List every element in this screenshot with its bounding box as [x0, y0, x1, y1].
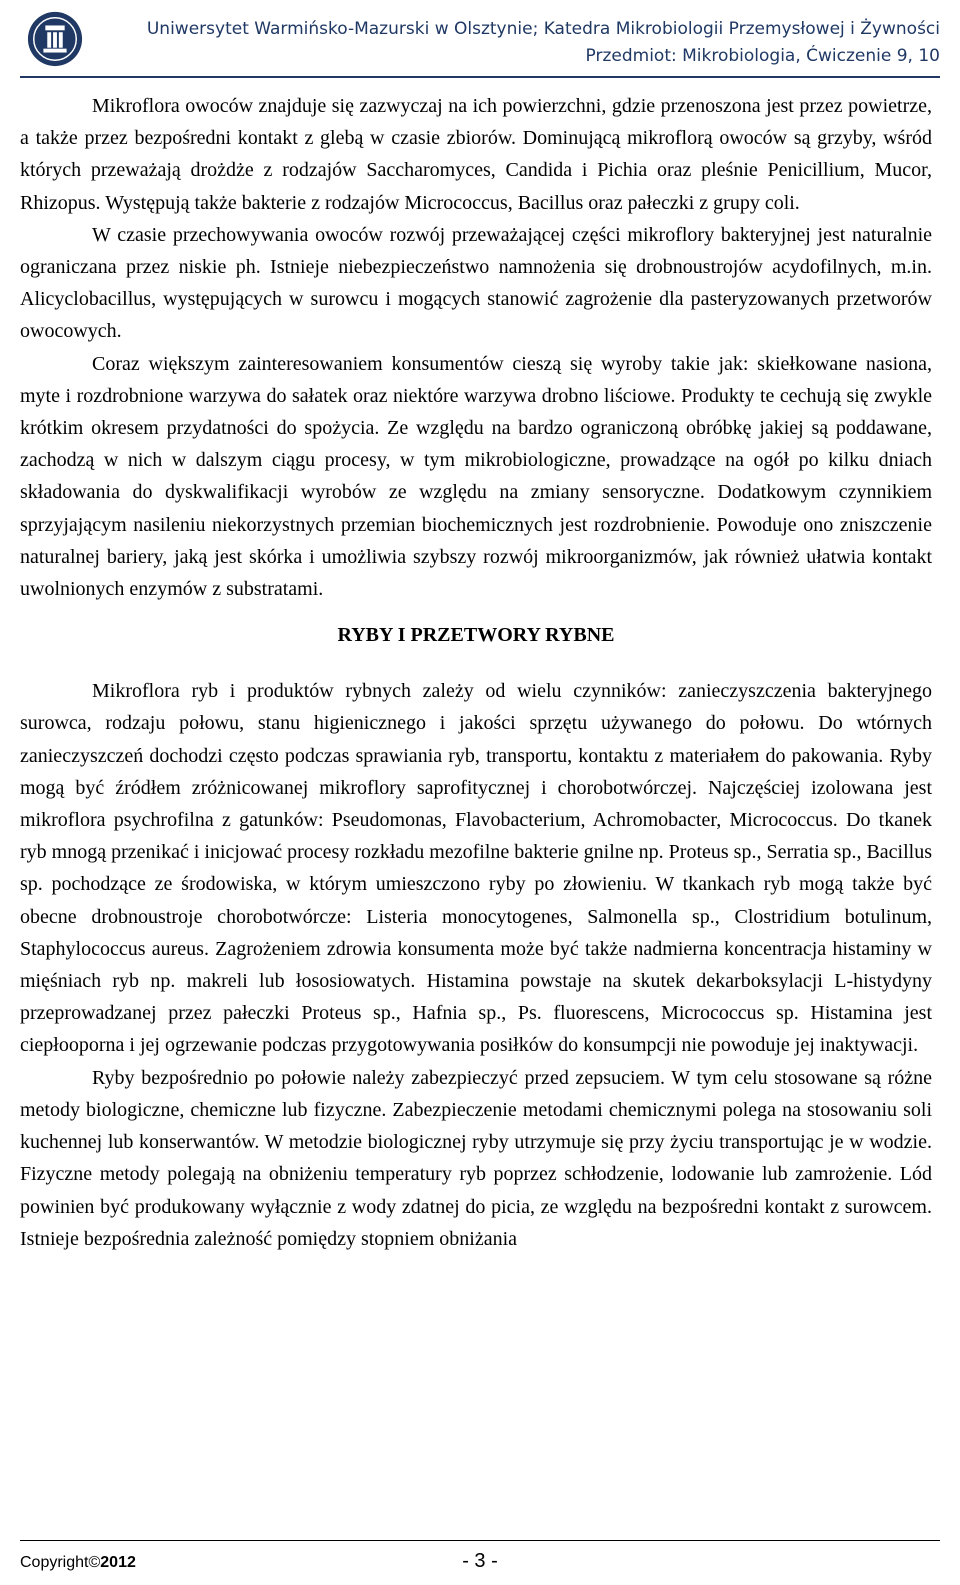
header-institution: Uniwersytet Warmińsko-Mazurski w Olsztynie; Katedra Mikrobiologii Przemysłowej i Żywności	[146, 19, 940, 39]
university-crest-icon	[26, 10, 84, 68]
page-footer	[20, 1540, 940, 1580]
document-body	[20, 90, 932, 1255]
header-divider	[20, 76, 940, 78]
section-title: RYBY I PRZETWORY RYBNE	[337, 624, 615, 647]
paragraph: Coraz większym zainteresowaniem konsumentów cieszą się wyroby takie jak: skiełkowane nasiona, myte i rozdrobnione warzywa do sałatek oraz niektóre warzywa drobno liściowe. Produkty te cechują się zwykle krótkim okresem przydatności do spożycia. Ze względu na bardzo ograniczoną obróbkę jakiej są poddawane, zachodzą w nich w dalszym ciągu procesy, w tym mikrobiologiczne, prowadzące na ogół po kilku dniach składowania do dyskwalifikacji wyrobów ze względu na zmiany sensoryczne. Dodatkowym czynnikiem sprzyjającym nasileniu niekorzystnych przemian biochemicznych jest rozdrobnienie. Powoduje ono zniszczenie naturalnej bariery, jaką jest skórka i umożliwia szybszy rozwój mikroorganizmów, jak również ułatwia kontakt uwolnionych enzymów z substratami.	[20, 352, 932, 601]
paragraph: W czasie przechowywania owoców rozwój przeważającej części mikroflory bakteryjnej jest naturalnie ograniczana przez niskie ph. Istnieje niebezpieczeństwo namnożenia się drobnoustrojów acydofilnych, m.in. Alicyclobacillus, występujących w surowcu i mogących stanowić zagrożenie dla pasteryzowanych przetworów owocowych.	[20, 223, 932, 343]
header-subject: Przedmiot: Mikrobiologia, Ćwiczenie 9, 10	[585, 46, 940, 66]
copyright-year: 2012	[100, 1554, 136, 1571]
paragraph: Mikroflora owoców znajduje się zazwyczaj na ich powierzchni, gdzie przenoszona jest przez powietrze, a także przez bezpośredni kontakt z glebą w czasie zbiorów. Dominującą mikroflorą owoców są grzyby, wśród których przeważają drożdże z rodzajów Saccharomyces, Candida i Pichia oraz pleśnie Penicillium, Mucor, Rhizopus. Występują także bakterie z rodzajów Micrococcus, Bacillus oraz pałeczki z grupy coli.	[20, 95, 932, 214]
paragraph: Mikroflora ryb i produktów rybnych zależy od wielu czynników: zanieczyszczenia bakteryjnego surowca, rodzaju połowu, stanu higienicznego i jakości sprzętu używanego do połowu. Do wtórnych zanieczyszczeń dochodzi często podczas sprawiania ryb, transportu, kontaktu z materiałem do pakowania. Ryby mogą być źródłem zróżnicowanej mikroflory saprofitycznej i chorobotwórczej. Najczęściej izolowana jest mikroflora psychrofilna z gatunków: Pseudomonas, Flavobacterium, Achromobacter, Micrococcus. Do tkanek ryb mnogą przenikać i inicjować procesy rozkładu mezofilne bakterie gnilne np. Proteus sp., Serratia sp., Bacillus sp. pochodzące ze środowiska, w którym umieszczono ryby po złowieniu. W tkankach ryb mogą także być obecne drobnoustroje chorobotwórcze: Listeria monocytogenes, Salmonella sp., Clostridium botulinum, Staphylococcus aureus. Zagrożeniem zdrowia konsumenta może być także nadmierna koncentracja histaminy w mięśniach ryb np. makreli lub łososiowatych. Histamina powstaje na skutek dekarboksylacji L-histydyny przeprowadzanej przez pałeczki Proteus sp., Hafnia sp., Ps. fluorescens, Micrococcus sp. Histamina jest ciepłooporna i jej ogrzewanie podczas przygotowywania posiłków do konsumpcji nie powoduje jej inaktywacji.	[20, 680, 932, 1057]
copyright-label: Copyright©	[20, 1554, 101, 1571]
page-header	[10, 4, 950, 78]
paragraph: Ryby bezpośrednio po połowie należy zabezpieczyć przed zepsuciem. W tym celu stosowane są różne metody biologiczne, chemiczne lub fizyczne. Zabezpieczenie metodami chemicznymi polega na stosowaniu soli kuchennej lub konserwantów. W metodzie biologicznej ryby utrzymuje się przy życiu transportując je w wodzie. Fizyczne metody polegają na obniżeniu temperatury ryb poprzez schłodzenie, lodowanie lub zamrożenie. Lód powinien być produkowany wyłącznie z wody zdatnej do picia, ze względu na bezpośredni kontakt z surowcem. Istnieje bezpośrednia zależność pomiędzy stopniem obniżania	[20, 1066, 932, 1250]
footer-divider	[20, 1540, 940, 1541]
page-number: - 3 -	[462, 1550, 498, 1572]
header-text	[147, 16, 940, 70]
